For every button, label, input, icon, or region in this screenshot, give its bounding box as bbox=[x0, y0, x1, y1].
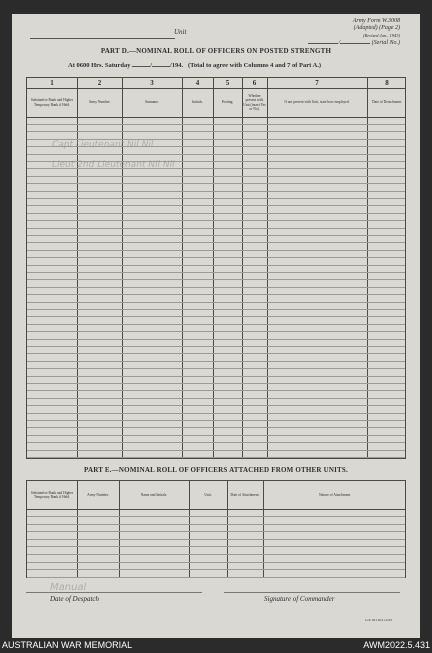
part-e-table bbox=[26, 480, 406, 578]
part-d-ruled-row bbox=[27, 331, 405, 332]
part-d-ruled-row bbox=[27, 435, 405, 436]
part-d-ruled-row bbox=[27, 302, 405, 303]
part-d-column-number: 1 bbox=[50, 79, 54, 87]
serial-label: (Serial No.) bbox=[371, 40, 400, 46]
part-d-ruled-row bbox=[27, 198, 405, 199]
part-d-ruled-row bbox=[27, 154, 405, 155]
part-d-ruled-row bbox=[27, 235, 405, 236]
part-d-ruled-row bbox=[27, 316, 405, 317]
part-d-note: (Total to agree with Columns 4 and 7 of Part A.) bbox=[187, 62, 322, 69]
part-d-ruled-row bbox=[27, 294, 405, 295]
part-d-ruled-row bbox=[27, 272, 405, 273]
year-text: /194. bbox=[169, 62, 184, 69]
part-d-column-header: Date of Detachment. bbox=[372, 100, 402, 105]
part-e-ruled-row bbox=[27, 562, 405, 563]
part-d-ruled-row bbox=[27, 257, 405, 258]
part-e-title: PART E.—NOMINAL ROLL OF OFFICERS ATTACHED FROM OTHER UNITS. bbox=[84, 466, 348, 474]
part-d-ruled-row bbox=[27, 450, 405, 451]
part-d-ruled-row bbox=[27, 176, 405, 177]
part-d-ruled-row bbox=[27, 324, 405, 325]
part-d-column-number: 6 bbox=[252, 79, 257, 87]
credit-left: AUSTRALIAN WAR MEMORIAL bbox=[2, 640, 133, 650]
unit-blank-line bbox=[30, 28, 175, 39]
at-text: At 0600 Hrs. Saturday bbox=[68, 62, 131, 69]
part-d-ruled-row bbox=[27, 287, 405, 288]
serial-number: / (Serial No.) bbox=[308, 40, 400, 46]
part-d-ruled-row bbox=[27, 398, 405, 399]
part-d-ruled-row bbox=[27, 191, 405, 192]
part-e-ruled-row bbox=[27, 524, 405, 525]
part-e-ruled-row bbox=[27, 531, 405, 532]
part-d-column-number: 2 bbox=[97, 79, 102, 87]
despatch-scribble: Manual bbox=[50, 582, 87, 593]
part-d-ruled-row bbox=[27, 383, 405, 384]
part-e-ruled-row bbox=[27, 539, 405, 540]
form-revised: (Revised Jan., 1943) bbox=[363, 33, 400, 38]
despatch-line bbox=[26, 592, 202, 593]
part-d-column-divider bbox=[77, 78, 78, 458]
form-identifier bbox=[353, 18, 400, 39]
part-d-column-divider bbox=[367, 78, 368, 458]
part-d-ruled-row bbox=[27, 353, 405, 354]
part-d-ruled-row bbox=[27, 390, 405, 391]
part-d-ruled-row bbox=[27, 131, 405, 132]
part-d-ruled-row bbox=[27, 228, 405, 229]
part-e-column-header: Name and Initials. bbox=[140, 492, 168, 497]
part-d-ruled-row bbox=[27, 279, 405, 280]
part-e-ruled-row bbox=[27, 546, 405, 547]
part-d-ruled-row bbox=[27, 420, 405, 421]
part-d-column-number: 8 bbox=[385, 79, 389, 87]
part-d-column-number: 4 bbox=[195, 79, 200, 87]
form-sheet bbox=[12, 14, 420, 638]
part-d-column-number: 3 bbox=[150, 79, 154, 87]
part-e-column-header: Unit. bbox=[204, 492, 212, 497]
part-e-ruled-row bbox=[27, 577, 405, 578]
part-d-ruled-row bbox=[27, 220, 405, 221]
part-e-column-header: Substantive Rank and Higher Temporary Rank if Held. bbox=[30, 490, 74, 499]
part-d-ruled-row bbox=[27, 213, 405, 214]
form-line-2: (Adapted) (Page 2) bbox=[353, 25, 400, 31]
part-d-ruled-row bbox=[27, 368, 405, 369]
part-d-column-header: Army Number. bbox=[88, 100, 111, 105]
part-e-column-header: Army Number. bbox=[87, 492, 109, 497]
part-e-column-header: Nature of Attachment. bbox=[318, 492, 352, 497]
part-d-ruled-row bbox=[27, 361, 405, 362]
part-d-subline: At 0600 Hrs. Saturday / /194. (Total to agree with Columns 4 and 7 of Part A.) bbox=[68, 62, 322, 69]
form-line-1: Army Form W.3008 bbox=[352, 18, 400, 24]
part-d-column-header: Initials. bbox=[192, 100, 203, 105]
part-d-ruled-row bbox=[27, 309, 405, 310]
part-d-column-number: 7 bbox=[315, 79, 319, 87]
unit-label: Unit bbox=[174, 28, 187, 36]
signature-label: Signature of Commander bbox=[264, 595, 335, 603]
part-d-column-header: Whether present with Unit (insert Yes or No). bbox=[243, 94, 266, 111]
part-d-ruled-row bbox=[27, 405, 405, 406]
despatch-label: Date of Despatch bbox=[50, 595, 99, 603]
part-d-table bbox=[26, 77, 406, 459]
part-d-column-header: Posting. bbox=[221, 100, 234, 105]
part-d-ruled-row bbox=[27, 457, 405, 458]
part-d-column-divider bbox=[213, 78, 214, 458]
part-e-ruled-row bbox=[27, 569, 405, 570]
part-d-ruled-row bbox=[27, 205, 405, 206]
part-d-column-header: If not present with Unit, state how employed. bbox=[284, 100, 350, 105]
part-e-column-header: Date of Attachment. bbox=[230, 492, 260, 497]
part-d-column-divider bbox=[122, 78, 123, 458]
part-d-ruled-row bbox=[27, 339, 405, 340]
part-d-ruled-row bbox=[27, 250, 405, 251]
part-d-ruled-row bbox=[27, 376, 405, 377]
part-d-ruled-row bbox=[27, 427, 405, 428]
part-d-ruled-row bbox=[27, 124, 405, 125]
credit-right: AWM2022.5.431 bbox=[363, 640, 430, 650]
part-d-ruled-row bbox=[27, 242, 405, 243]
part-d-column-header: Substantive Rank and Higher Temporary Rank if Held. bbox=[30, 98, 74, 107]
part-d-ruled-row bbox=[27, 413, 405, 414]
part-d-ruled-row bbox=[27, 442, 405, 443]
print-code: G.P. 291 D/4 12/43 bbox=[365, 618, 392, 622]
handwritten-entry-1: Capt Lieutenant Nil Nil bbox=[52, 140, 154, 150]
handwritten-entry-2: Lieut 2nd Lieutenant Nil Nil bbox=[52, 160, 175, 170]
part-e-ruled-row bbox=[27, 516, 405, 517]
part-d-column-divider bbox=[267, 78, 268, 458]
part-d-ruled-row bbox=[27, 346, 405, 347]
part-e-ruled-row bbox=[27, 554, 405, 555]
signature-line bbox=[224, 592, 400, 593]
part-d-column-divider bbox=[242, 78, 243, 458]
part-d-column-divider bbox=[182, 78, 183, 458]
part-d-column-number: 5 bbox=[225, 79, 230, 87]
part-d-title: PART D.—NOMINAL ROLL OF OFFICERS ON POSTED STRENGTH bbox=[100, 47, 332, 55]
part-d-ruled-row bbox=[27, 183, 405, 184]
part-d-column-header: Surname. bbox=[145, 100, 159, 105]
part-d-ruled-row bbox=[27, 265, 405, 266]
